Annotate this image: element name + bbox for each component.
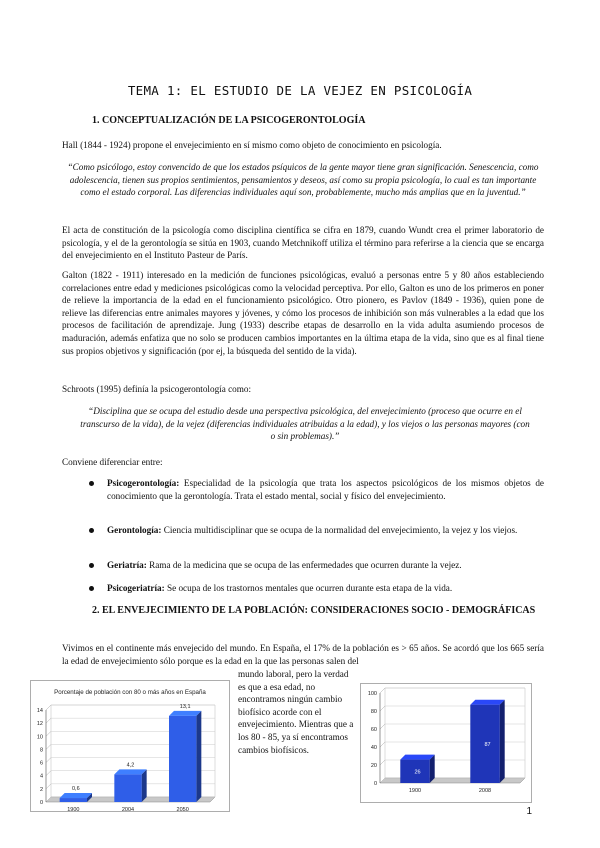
chart-y-tick-label: 80 <box>370 709 377 715</box>
chart-bar-side <box>430 755 435 783</box>
chart-bar-top <box>169 711 201 716</box>
chart-bar-top <box>400 755 434 760</box>
chart-category-label: 2004 <box>121 807 135 812</box>
chart-category-label: 1900 <box>67 807 80 812</box>
section-1-heading: 1. CONCEPTUALIZACIÓN DE LA PSICOGERONTOLOGÍA <box>92 115 366 126</box>
bullet-text: Rama de la medicina que se ocupa de las enfermedades que ocurren durante la vejez. <box>146 560 462 570</box>
chart-category-label: 1900 <box>408 788 422 794</box>
bullet-psicogeriatria <box>107 582 544 595</box>
chart-y-tick-label: 12 <box>36 721 43 728</box>
chart-y-tick-label: 14 <box>36 708 43 714</box>
paragraph-mundo: mundo laboral, pero la verdad es que a esa edad, no encontramos ningún cambio biofísico acorde con el envejecimiento. Mientras que a los 80 - 85, ya sí encontramos cambios biofísicos. <box>238 669 354 755</box>
chart-bar-top <box>60 793 92 798</box>
bullet-text: Ciencia multidisciplinar que se ocupa de la normalidad del envejecimiento, la vejez y los viejos. <box>161 525 518 535</box>
chart-bar-side <box>500 700 505 783</box>
chart-data-label: 0,6 <box>72 786 80 793</box>
bullet-dot <box>89 481 94 486</box>
bullet-dot <box>89 528 94 533</box>
chart-data-label: 87 <box>484 741 491 748</box>
chart-y-tick-label: 40 <box>370 745 377 751</box>
chart-y-tick-label: 0 <box>39 800 43 806</box>
chart-y-tick-label: 0 <box>373 781 377 787</box>
chart-bar-side <box>196 711 201 802</box>
chart-bar <box>114 774 141 802</box>
chart-bar-top <box>114 769 146 774</box>
bullet-term: Gerontología: <box>107 525 162 535</box>
chart-category-label: 2008 <box>478 788 492 794</box>
chart-category-label: 2050 <box>176 807 189 812</box>
chart-data-label: 4,2 <box>126 762 135 769</box>
bullet-term: Psicogeriatría: <box>107 583 165 593</box>
paragraph-hall: Hall (1844 - 1924) propone el envejecimiento en sí mismo como objeto de conocimiento en psicología. <box>62 140 442 150</box>
paragraph-vivimos: Vivimos en el continente más envejecido del mundo. En España, el 17% de la población es > 65 años. Se acordó que los 665 sería la edad de envejecimiento sólo porque es la edad en la que las personas salen del <box>62 643 544 666</box>
paragraph-schroots: Schroots (1995) definía la psicogerontología como: <box>62 384 252 394</box>
chart-data-label: 13,1 <box>179 703 191 710</box>
bullet-text: Se ocupa de los trastornos mentales que ocurren durante esta etapa de la vida. <box>164 583 453 593</box>
chart-y-tick-label: 2 <box>39 786 43 793</box>
chart-bar <box>60 798 87 802</box>
bullet-term: Geriatría: <box>107 560 147 570</box>
bullet-dot <box>89 563 94 568</box>
chart-poblacion-80 <box>30 680 230 812</box>
chart-y-tick-label: 60 <box>370 727 377 733</box>
page-number: 1 <box>526 806 532 817</box>
bullet-geriatria <box>107 559 544 572</box>
section-2-heading: 2. EL ENVEJECIMIENTO DE LA POBLACIÓN: CONSIDERACIONES SOCIO - DEMOGRÁFICAS <box>92 605 536 616</box>
quote-hall: “Como psicólogo, estoy convencido de que los estados psíquicos de la gente mayor tiene gran significación. Senescencia, como adolescencia, tienen sus propios sentimientos, pensamientos y deseos, así como su propia psicología, lo cual es tan importante como el estado corporal. Las diferencias individuales aquí son, probablemente, mucho más amplias que en la juventud.” <box>67 162 539 198</box>
bullet-gerontologia <box>107 524 544 537</box>
bullet-psicogerontologia <box>107 477 544 502</box>
chart-bar-top <box>470 700 504 705</box>
bullet-text: Especialidad de la psicología que trata los aspectos psicológicos de los mismos objetos de conocimiento que la gerontología. Trata el estado mental, social y físico del envejecimiento. <box>107 478 544 501</box>
chart-bar <box>169 716 196 802</box>
bullet-dot <box>89 586 94 591</box>
chart-y-tick-label: 10 <box>36 734 43 741</box>
chart-y-tick-label: 100 <box>367 691 377 697</box>
chart-y-tick-label: 6 <box>39 760 43 767</box>
bullet-term: Psicogerontología: <box>107 478 180 488</box>
paragraph-acta: El acta de constitución de la psicología como disciplina científica se cifra en 1879, cuando Wundt crea el primer laboratorio de psicología, y el de la gerontología se sitúa en 1903, cuando Metchnikoff utiliza el término para referirse a la ciencia que se encarga del envejecimiento en el Instituto Pasteur de París. <box>62 225 544 261</box>
chart-envejecimiento <box>360 683 532 803</box>
chart-y-tick-label: 8 <box>39 747 43 754</box>
chart-y-tick-label: 4 <box>39 773 43 780</box>
page-title: TEMA 1: EL ESTUDIO DE LA VEJEZ EN PSICOLOGÍA <box>127 83 473 98</box>
quote-schroots: “Disciplina que se ocupa del estudio desde una perspectiva psicológica, del envejecimiento (proceso que ocurre en el transcurso de la vida), de la vejez (diferencias individuales atribuidas a la edad), y los viejos o las personas mayores (con o sin problemas).” <box>80 406 530 442</box>
paragraph-galton: Galton (1822 - 1911) interesado en la medición de funciones psicológicas, evaluó a personas entre 5 y 80 años estableciendo correlaciones entre edad y mediciones psicológicas como la velocidad perceptiva. Por ello, Galton es uno de los primeros en poner de relieve la importancia de la edad en el funcionamiento psicológico. Otro pionero, es Pavlov (1849 - 1936), quien pone de relieve las diferencias entre animales mayores y jóvenes, y cómo los procesos de inhibición son más vulnerables a la edad que los procesos de facilitación de aprendizaje. Jung (1933) describe etapas de desarrollo en la vida adulta asumiendo procesos de maduración, además enfatiza que no solo se producen cambios importantes en la última etapa de la vida, sino que es al final tiene sus propios objetivos y significación (por ej, la búsqueda del sentido de la vida). <box>62 270 544 356</box>
chart-title: Porcentaje de población con 80 o más años en España <box>54 689 206 696</box>
chart-data-label: 26 <box>414 769 421 776</box>
chart-bar-side <box>142 769 147 802</box>
paragraph-conviene: Conviene diferenciar entre: <box>62 457 163 467</box>
chart-y-tick-label: 20 <box>370 763 377 769</box>
